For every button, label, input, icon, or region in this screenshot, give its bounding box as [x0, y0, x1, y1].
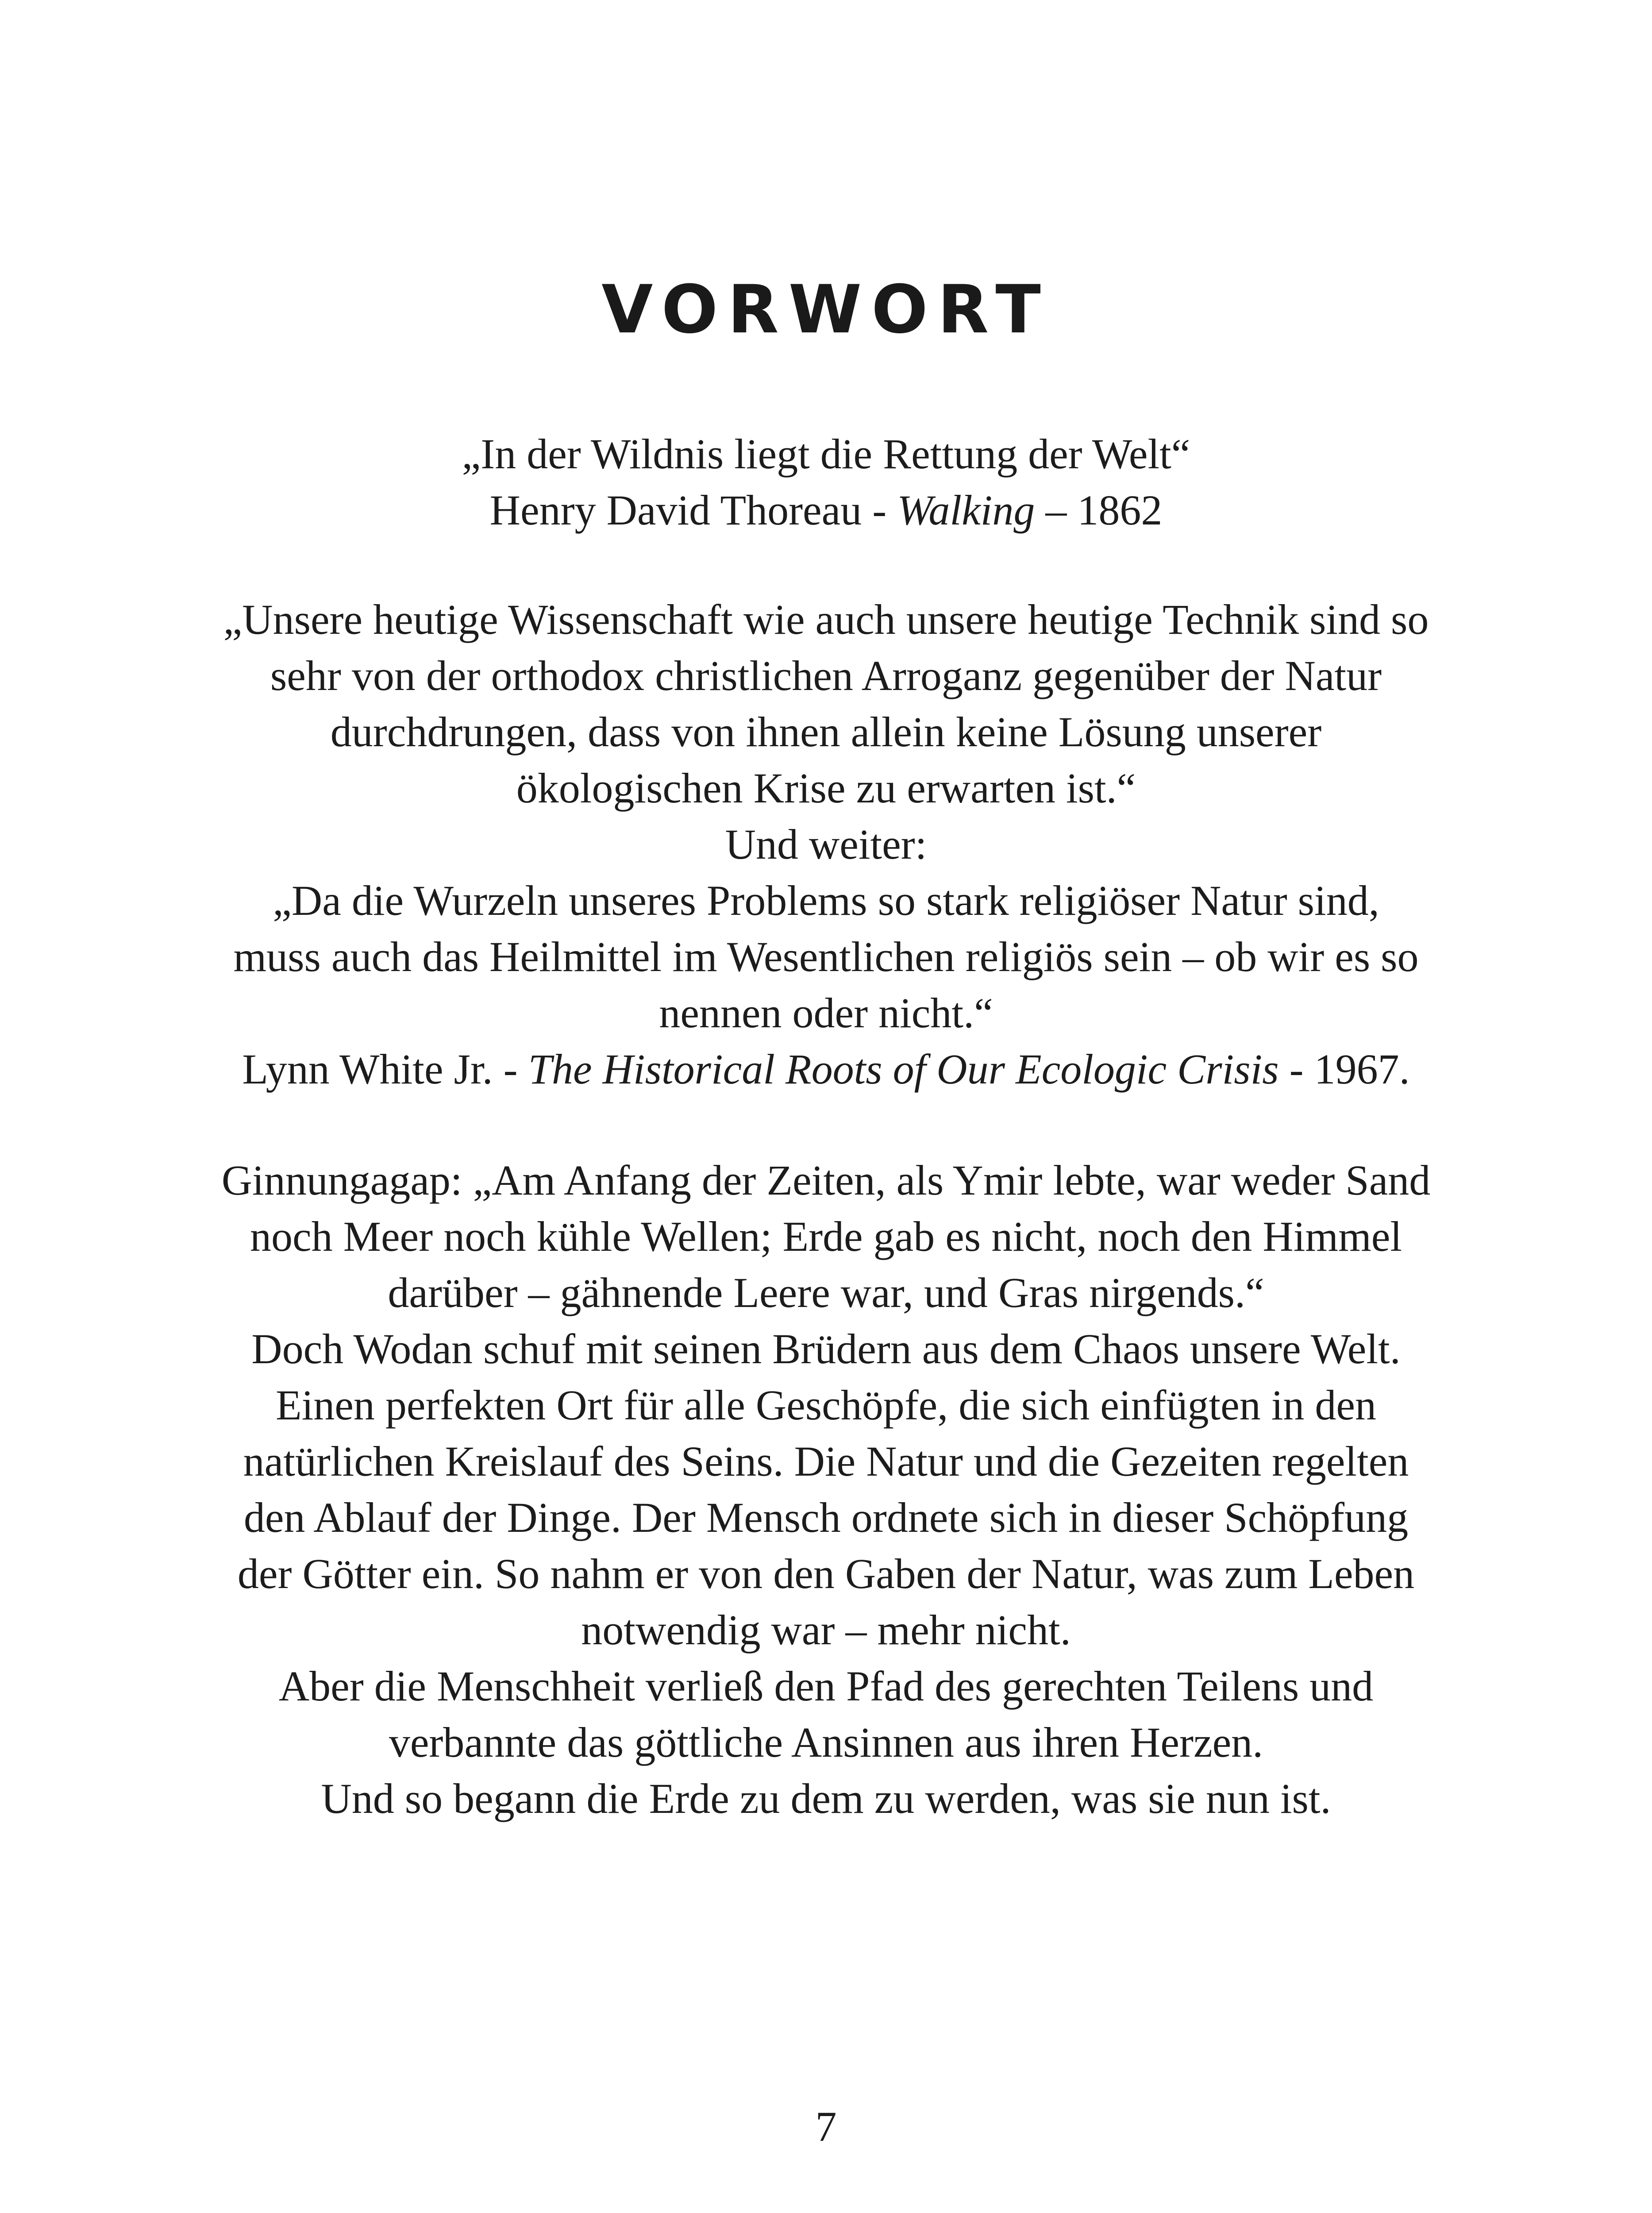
white-quote1-line: „Unsere heutige Wissenschaft wie auch unsere heutige Technik sind so — [223, 596, 1429, 643]
white-quote1-line: ökologischen Krise zu erwarten ist.“ — [516, 764, 1136, 812]
white-quote2-line: muss auch das Heilmittel im Wesentlichen religiös sein – ob wir es so — [233, 933, 1419, 980]
body-line: Einen perfekten Ort für alle Geschöpfe, die sich einfügten in den — [275, 1381, 1377, 1429]
white-transition: Und weiter: — [725, 821, 927, 868]
white-quote2-line: „Da die Wurzeln unseres Problems so stark religiöser Natur sind, — [273, 877, 1379, 924]
body-line: verbannte das göttliche Ansinnen aus ihren Herzen. — [389, 1719, 1263, 1766]
body-line: der Götter ein. So nahm er von den Gaben der Natur, was zum Leben — [237, 1550, 1415, 1597]
body-line: Und so begann die Erde zu dem zu werden, was sie nun ist. — [321, 1775, 1331, 1822]
body-line: den Ablauf der Dinge. Der Mensch ordnete sich in dieser Schöpfung — [243, 1494, 1409, 1541]
white-year: - 1967. — [1278, 1045, 1410, 1093]
white-quote-block — [133, 591, 1519, 1097]
page-number: 7 — [815, 2103, 837, 2150]
white-work: The Historical Roots of Our Ecologic Crisis — [528, 1045, 1279, 1093]
body-line: natürlichen Kreislauf des Seins. Die Natur und die Gezeiten regelten — [243, 1438, 1409, 1485]
thoreau-quote-block — [133, 426, 1519, 538]
thoreau-quote: „In der Wildnis liegt die Rettung der Welt“ — [462, 430, 1190, 478]
body-line: darüber – gähnende Leere war, und Gras nirgends.“ — [388, 1269, 1264, 1316]
white-quote1-line: sehr von der orthodox christlichen Arroganz gegenüber der Natur — [270, 652, 1382, 699]
body-line: noch Meer noch kühle Wellen; Erde gab es nicht, noch den Himmel — [250, 1213, 1402, 1260]
white-author: Lynn White Jr. - — [242, 1045, 528, 1093]
white-quote2-line: nennen oder nicht.“ — [659, 989, 993, 1037]
body-line: Aber die Menschheit verließ den Pfad des gerechten Teilens und — [278, 1662, 1374, 1710]
thoreau-year: – 1862 — [1035, 486, 1163, 534]
chapter-heading: VORWORT — [601, 271, 1051, 348]
body-line: Ginnungagap: „Am Anfang der Zeiten, als Ymir lebte, war weder Sand — [221, 1157, 1431, 1204]
body-line: notwendig war – mehr nicht. — [581, 1606, 1071, 1654]
white-quote1-line: durchdrungen, dass von ihnen allein keine Lösung unserer — [330, 708, 1322, 756]
ginnungagap-block — [133, 1152, 1519, 1827]
body-line: Doch Wodan schuf mit seinen Brüdern aus dem Chaos unsere Welt. — [251, 1325, 1401, 1373]
thoreau-attribution — [133, 482, 1519, 538]
white-attribution — [133, 1041, 1519, 1097]
thoreau-author: Henry David Thoreau - — [489, 486, 897, 534]
thoreau-work: Walking — [897, 486, 1035, 534]
